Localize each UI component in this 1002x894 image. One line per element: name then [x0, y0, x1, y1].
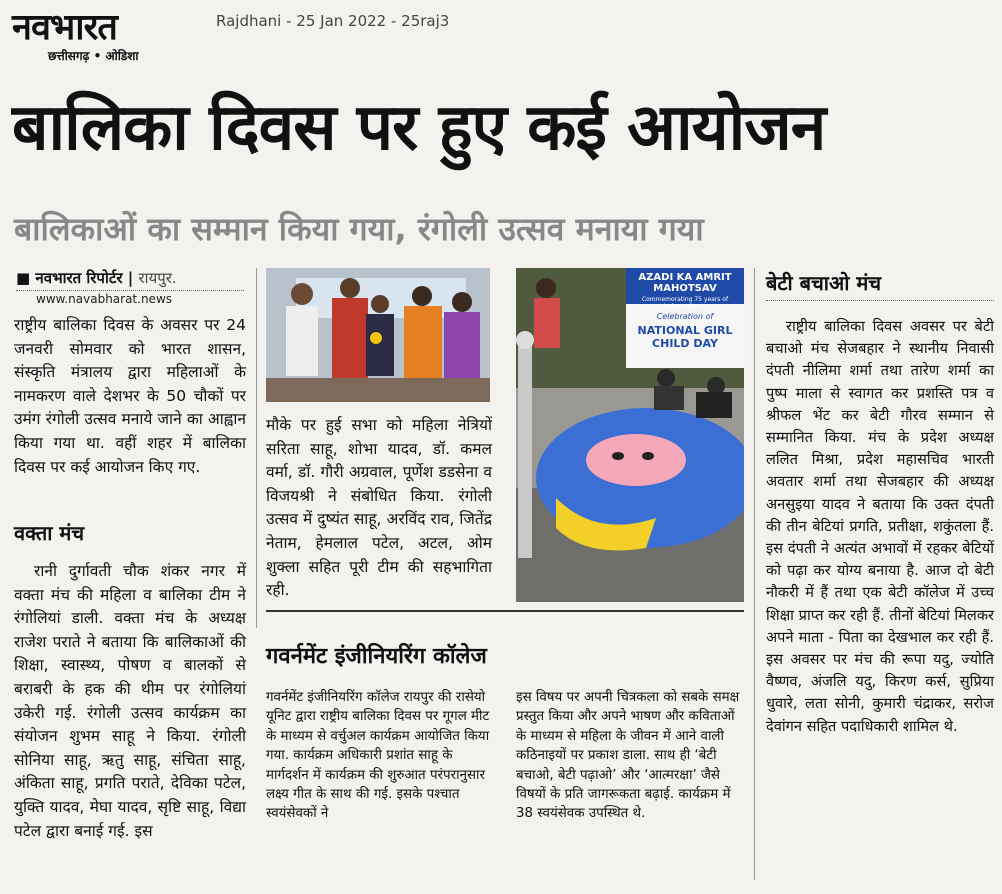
newspaper-logo: नवभारत: [12, 7, 117, 48]
right-column-paragraph: राष्ट्रीय बालिका दिवस अवसर पर बेटी बचाओ मंच सेजबहार ने स्थानीय निवासी दंपती नीलिमा शर्मा तथा तारेण शर्मा का पुष्प माला से स्वागत कर प्रशस्ति पत्र व श्रीफल भेंट कर बेटी गौरव सम्मान से सम्मानित किया. मंच के प्रदेश अध्यक्ष ललित मिश्रा, प्रदेश महासचिव भारती अवतार शर्मा तथा सेजबहार की अध्यक्ष अनसुइया यादव ने बताया कि उक्त दंपती की तीन बेटियां प्रगति, प्रतीक्षा, शकुंतला हैं. इस दंपती ने अत्यंत अभावों में रहकर बेटियों को पढ़ा कर योग्य बनाया है. आज दो बेटी नौकरी में हैं तथा एक बेटी कॉलेज में उच्च शिक्षा प्राप्त कर रही हैं. तीनों बेटियां मिलकर अपने माता - पिता का देखभाल कर रही हैं. इस अवसर पर मंच की रूपा यदु, ज्योति वैष्णव, अंजलि यदु, किरण कर्स, सुप्रिया धुवारे, लता सोनी, कुमारी चंद्राकर, सरोज देवांगन सहित पदाधिकारी शामिल थे.: [766, 318, 994, 735]
website-url: www.navabharat.news: [36, 292, 173, 306]
banner-subtitle: Commemorating 75 years of Independence: [641, 296, 729, 310]
subheadline: बालिकाओं का सम्मान किया गया, रंगोली उत्सव मनाया गया: [14, 210, 704, 248]
college-paragraph-right: इस विषय पर अपनी चित्रकला को सबके समक्ष प्रस्तुत किया और अपने भाषण और कविताओं के माध्यम से महिला के जीवन में आने वाली कठिनाइयों पर प्रकाश डाला. साथ ही ‘बेटी बचाओ, बेटी पढ़ाओ’ और ‘आत्मरक्षा’ जैसे विषयों के प्रति जागरूकता बढ़ाई. कार्यक्रम में 38 स्वयंसेवक उपस्थित थे.: [516, 690, 740, 822]
section-title-vakta-manch: वक्ता मंच: [14, 521, 85, 545]
headline: बालिका दिवस पर हुए कई आयोजन: [12, 91, 826, 165]
byline-divider: [16, 290, 244, 291]
college-text-right: [516, 688, 744, 824]
edition-line: Rajdhani - 25 Jan 2022 - 25raj3: [216, 12, 450, 30]
banner-celebration: Celebration of: [656, 312, 714, 321]
banner-title: AZADI KA AMRIT MAHOTSAV: [638, 272, 732, 294]
college-text-left: [266, 688, 498, 824]
middle-paragraph: मौके पर हुई सभा को महिला नेत्रियों सरिता साहू, शोभा यादव, डॉ. कमल वर्मा, डॉ. गौरी अग्रवाल, पूर्णेश डडसेना व विजयश्री ने संबोधित किया. रंगोली उत्सव में दुष्यंत साहू, अरविंद राव, जितेंद्र नेताम, हेमलाल पटेल, अटल, ओम शुक्ला सहित पूरी टीम की सहभागिता रही.: [266, 416, 492, 600]
right-column-title: बेटी बचाओ मंच: [766, 271, 882, 295]
banner-event: NATIONAL GIRL CHILD DAY: [637, 324, 733, 350]
intro-paragraph: राष्ट्रीय बालिका दिवस के अवसर पर 24 जनवरी सोमवार को भारत शासन, संस्कृति मंत्रालय द्वारा महिलाओं के नामकरण वाले देशभर के 50 चौकों पर उमंग रंगोली उत्सव मनाये जाने का आह्वान किया गया था. वहीं शहर में बालिका दिवस पर कई आयोजन किए गए.: [14, 316, 246, 476]
byline: ■ नवभारत रिपोर्टर | रायपुर.: [16, 269, 177, 287]
photo-felicitation: [266, 268, 490, 402]
vakta-manch-paragraph: रानी दुर्गावती चौक शंकर नगर में वक्ता मंच की महिला व बालिका टीम ने रंगोलियां डाली. वक्ता मंच के अध्यक्ष राजेश पराते ने बताया कि बालिकाओं की शिक्षा, स्वास्थ्य, पोषण व बालकों से बराबरी के हक की थीम पर रंगोलियां उकेरी गई. रंगोली उत्सव कार्यक्रम का संयोजन शुभम साहू ने किया. रंगोली सोनिया साहू, ऋतु साहू, संचिता साहू, अंकिता साहू, प्रगति पराते, देविका पटेल, युक्ति यादव, मेघा यादव, सृष्टि साहू, विद्या पटेल द्वारा बनाई गई. इस: [14, 562, 246, 840]
college-top-rule: [266, 610, 744, 612]
column-divider: [256, 268, 257, 628]
felicitation-photo-drawing: [266, 268, 490, 402]
right-column-body: [766, 316, 994, 738]
college-paragraph-left: गवर्नमेंट इंजीनियरिंग कॉलेज रायपुर की रासेयो यूनिट द्वारा राष्ट्रीय बालिका दिवस पर गूगल मीट के माध्यम से वर्चुअल कार्यक्रम आयोजित किया गया. कार्यक्रम अधिकारी प्रशांत साहू के मार्गदर्शन में कार्यक्रम की शुरुआत परंपरानुसार लक्ष्य गीत के साथ की गई. इसके पश्चात स्वयंसेवकों ने: [266, 690, 490, 822]
photo-rangoli: [516, 268, 744, 602]
byline-city: रायपुर.: [138, 269, 177, 287]
masthead: [4, 4, 200, 62]
middle-column: [266, 414, 492, 603]
reporter-name: नवभारत रिपोर्टर: [35, 269, 123, 287]
square-bullet-icon: ■: [16, 269, 36, 287]
left-column-body: [14, 560, 246, 843]
college-title: गवर्नमेंट इंजीनियरिंग कॉलेज: [266, 644, 487, 669]
logo-subtitle: छत्तीसगढ़ • ओडिशा: [48, 49, 139, 63]
right-column-divider: [754, 268, 755, 880]
right-column-rule: [766, 300, 994, 301]
left-column-intro: [14, 314, 246, 479]
